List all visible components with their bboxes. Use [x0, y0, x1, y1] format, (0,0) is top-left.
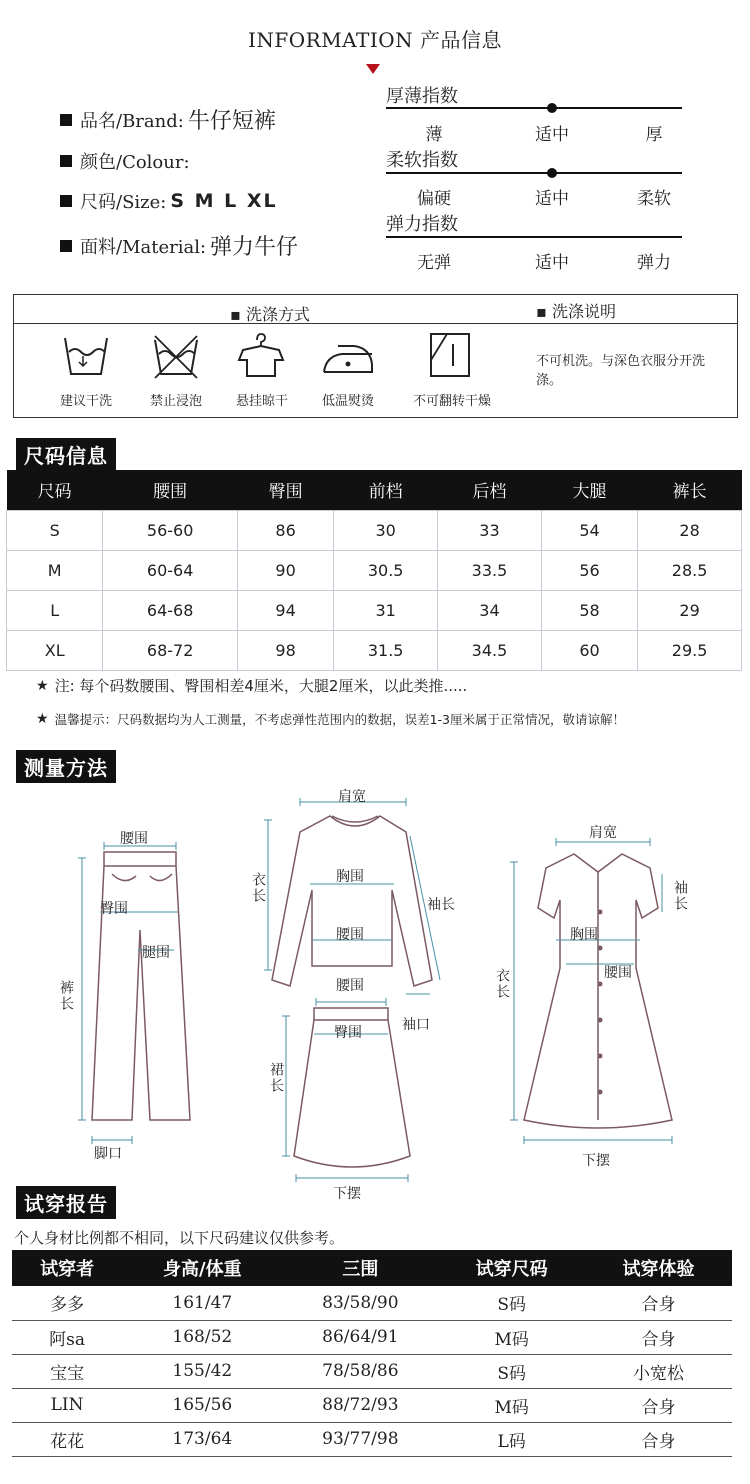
tryon-table-header	[12, 1250, 732, 1286]
pants-hem-label: 脚口	[94, 1146, 122, 1162]
table-cell: 88/72/93	[282, 1388, 438, 1422]
table-cell: L	[7, 590, 103, 630]
dress-shoulder-label: 肩宽	[589, 825, 617, 841]
top-sleeve-label: 袖长	[427, 897, 455, 913]
top-waist-label: 腰围	[336, 927, 364, 943]
header-waist: 腰围	[103, 470, 238, 510]
washing-method-label: 洗涤方式	[245, 305, 310, 324]
tryon-intro: 个人身材比例都不相同，以下尺码建议仅供参考。	[14, 1229, 345, 1247]
header-hip: 臀围	[237, 470, 333, 510]
top-drawing	[272, 816, 432, 986]
table-cell: 165/56	[122, 1388, 282, 1422]
table-cell: 54	[541, 510, 637, 550]
skirt-hip-label: 臀围	[334, 1025, 362, 1041]
table-cell: 64-68	[103, 590, 238, 630]
size-value: S M L XL	[170, 190, 278, 212]
table-cell: 30.5	[334, 550, 438, 590]
washing-notes-header: ▪ 洗涤说明	[536, 302, 616, 321]
table-cell: 98	[237, 630, 333, 670]
table-cell: 173/64	[122, 1422, 282, 1456]
thickness-index-title: 厚薄指数	[386, 86, 458, 107]
brand-value: 牛仔短裤	[187, 109, 276, 134]
table-cell: S码	[438, 1354, 585, 1388]
table-row	[12, 1354, 732, 1388]
measure-diagram	[0, 780, 750, 1200]
size-table	[6, 470, 742, 671]
dress-drawing	[524, 854, 672, 1128]
table-cell: 83/58/90	[282, 1286, 438, 1320]
table-cell: 94	[237, 590, 333, 630]
table-cell: 155/42	[122, 1354, 282, 1388]
top-chest-label: 胸围	[336, 869, 364, 885]
hang-dry-label: 悬挂晾干	[235, 394, 288, 409]
table-cell: M码	[438, 1320, 585, 1354]
softness-index-line	[386, 172, 682, 174]
table-cell: M码	[438, 1388, 585, 1422]
table-cell: 34	[438, 590, 542, 630]
washing-notes-text: 不可机洗。与深色衣服分开洗涤。	[536, 354, 706, 388]
option-medium: 适中	[535, 189, 569, 209]
header-front-rise: 前档	[334, 470, 438, 510]
dress-guides	[510, 838, 672, 1144]
header-tried-size: 试穿尺码	[438, 1250, 585, 1286]
table-cell: 33	[438, 510, 542, 550]
star-icon: ★	[36, 711, 49, 727]
table-row	[7, 510, 742, 550]
dress-chest-label: 胸围	[570, 927, 598, 943]
table-cell: 93/77/98	[282, 1422, 438, 1456]
table-cell: 86	[237, 510, 333, 550]
brand-row	[60, 104, 276, 135]
table-cell: 168/52	[122, 1320, 282, 1354]
washing-divider	[13, 323, 738, 324]
table-cell: 33.5	[438, 550, 542, 590]
option-medium: 适中	[535, 125, 569, 145]
header-measurements: 三围	[282, 1250, 438, 1286]
brand-label: 品名/Brand:	[80, 110, 184, 132]
material-label: 面料/Material:	[80, 236, 207, 258]
size-note	[36, 675, 467, 696]
hand-wash-label: 建议干洗	[59, 394, 112, 409]
table-row	[12, 1286, 732, 1320]
option-soft: 柔软	[637, 189, 671, 209]
pants-drawing	[92, 852, 190, 1120]
table-cell: 68-72	[103, 630, 238, 670]
size-tip	[36, 710, 625, 728]
pants-thigh-label: 腿围	[142, 945, 170, 961]
header-tester: 试穿者	[12, 1250, 122, 1286]
table-cell: 宝宝	[12, 1354, 122, 1388]
square-bullet-icon	[60, 155, 72, 167]
star-icon: ★	[36, 677, 49, 694]
table-cell: 合身	[585, 1320, 732, 1354]
triangle-down-icon	[366, 64, 380, 74]
table-cell: 合身	[585, 1286, 732, 1320]
table-cell: L码	[438, 1422, 585, 1456]
material-row	[60, 230, 298, 261]
table-cell: 161/47	[122, 1286, 282, 1320]
table-row	[7, 590, 742, 630]
square-bullet-icon	[60, 114, 72, 126]
low-iron-icon	[318, 334, 378, 378]
pants-length-label: 裤长	[58, 980, 74, 1012]
header-back-rise: 后档	[438, 470, 542, 510]
table-cell: 30	[334, 510, 438, 550]
table-cell: 小宽松	[585, 1354, 732, 1388]
tryon-table	[12, 1250, 732, 1457]
table-cell: 78/58/86	[282, 1354, 438, 1388]
table-cell: S码	[438, 1286, 585, 1320]
option-thick: 厚	[645, 125, 663, 145]
softness-index-title: 柔软指数	[386, 150, 458, 171]
table-row	[7, 630, 742, 670]
table-cell: 29	[638, 590, 742, 630]
table-cell: 56-60	[103, 510, 238, 550]
dress-hem-label: 下摆	[582, 1153, 610, 1169]
table-cell: 合身	[585, 1422, 732, 1456]
option-no-stretch: 无弹	[417, 253, 451, 273]
top-length-label: 衣长	[250, 872, 266, 904]
size-section-title: 尺码信息	[16, 438, 116, 471]
size-row	[60, 188, 278, 214]
table-row	[12, 1388, 732, 1422]
table-cell: 合身	[585, 1388, 732, 1422]
dress-sleeve-label: 袖长	[672, 880, 688, 912]
table-row	[12, 1320, 732, 1354]
table-cell: 60	[541, 630, 637, 670]
skirt-waist-label: 腰围	[336, 978, 364, 994]
table-cell: 58	[541, 590, 637, 630]
elasticity-index-title: 弹力指数	[386, 214, 458, 235]
page-title: INFORMATION 产品信息	[247, 28, 503, 52]
table-cell: 31.5	[334, 630, 438, 670]
option-stretch: 弹力	[637, 253, 671, 273]
skirt-hem-label: 下摆	[333, 1186, 361, 1202]
elasticity-index-line	[386, 236, 682, 238]
pants-hip-label: 臀围	[100, 901, 128, 917]
tryon-section-title: 试穿报告	[16, 1186, 116, 1219]
option-medium: 适中	[535, 253, 569, 273]
pants-waist-label: 腰围	[120, 831, 148, 847]
square-bullet-icon	[60, 240, 72, 252]
no-tumble-dry-label: 不可翻转干燥	[412, 394, 491, 409]
colour-label: 颜色/Colour:	[80, 152, 190, 173]
top-cuff-label: 袖口	[402, 1017, 430, 1033]
table-cell: 31	[334, 590, 438, 630]
table-cell: S	[7, 510, 103, 550]
square-bullet-icon	[60, 195, 72, 207]
dress-waist-label: 腰围	[604, 965, 632, 981]
low-iron-label: 低温熨烫	[321, 394, 374, 409]
softness-index-marker	[547, 168, 557, 178]
material-value: 弹力牛仔	[210, 235, 299, 260]
table-cell: 60-64	[103, 550, 238, 590]
dress-length-label: 衣长	[494, 968, 510, 1000]
measure-section-title: 测量方法	[16, 750, 116, 783]
no-soak-label: 禁止浸泡	[149, 394, 202, 409]
header-length: 裤长	[638, 470, 742, 510]
washing-notes-label: 洗涤说明	[551, 302, 616, 321]
header-size: 尺码	[7, 470, 103, 510]
header-height-weight: 身高/体重	[122, 1250, 282, 1286]
table-row	[7, 550, 742, 590]
thickness-index-marker	[547, 103, 557, 113]
washing-method-header: ▪ 洗涤方式	[230, 305, 310, 324]
no-soak-icon	[146, 332, 206, 380]
colour-row	[60, 148, 194, 174]
size-tip-text: 温馨提示：尺码数据均为人工测量，不考虑弹性范围内的数据，误差1-3厘米属于正常情况，敬请谅解！	[54, 712, 625, 727]
table-cell: 29.5	[638, 630, 742, 670]
table-row	[12, 1422, 732, 1456]
option-thin: 薄	[425, 125, 443, 145]
option-hard: 偏硬	[417, 189, 451, 209]
header-thigh: 大腿	[541, 470, 637, 510]
table-cell: 28	[638, 510, 742, 550]
table-cell: 28.5	[638, 550, 742, 590]
top-shoulder-label: 肩宽	[338, 789, 366, 805]
size-note-text: 注: 每个码数腰围、臀围相差4厘米，大腿2厘米，以此类推.....	[54, 677, 468, 695]
table-cell: 86/64/91	[282, 1320, 438, 1354]
size-table-header	[7, 470, 742, 510]
table-cell: M	[7, 550, 103, 590]
hang-dry-icon	[231, 330, 291, 380]
table-cell: 34.5	[438, 630, 542, 670]
hand-wash-icon	[56, 332, 116, 380]
table-cell: 阿sa	[12, 1320, 122, 1354]
header-fit: 试穿体验	[585, 1250, 732, 1286]
top-guides	[264, 798, 440, 994]
table-cell: 56	[541, 550, 637, 590]
table-cell: LIN	[12, 1388, 122, 1422]
skirt-length-label: 裙长	[268, 1062, 284, 1094]
table-cell: 花花	[12, 1422, 122, 1456]
thickness-index-line	[386, 107, 682, 109]
table-cell: XL	[7, 630, 103, 670]
table-cell: 多多	[12, 1286, 122, 1320]
table-cell: 90	[237, 550, 333, 590]
size-label: 尺码/Size:	[80, 192, 167, 213]
no-tumble-dry-icon	[420, 330, 480, 380]
